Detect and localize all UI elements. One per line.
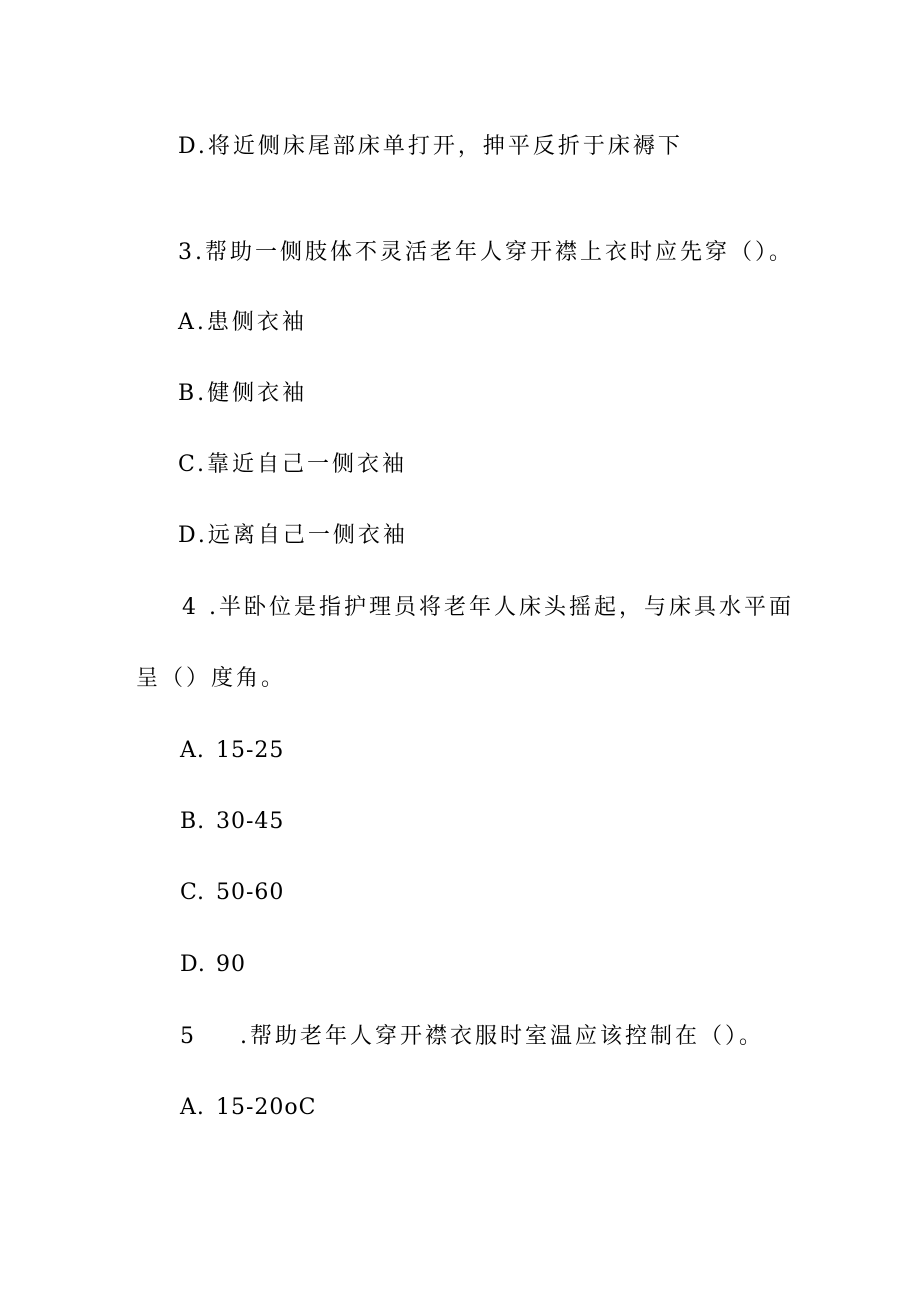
q5-option-a [180, 1093, 317, 1123]
q5-number: 5 [180, 1024, 197, 1049]
q5-question-text: .帮助老年人穿开襟衣服时室温应该控制在（）。 [240, 1024, 764, 1049]
q4-question-line2: 呈（）度角。 [136, 666, 287, 691]
q4-option-b [180, 807, 284, 837]
q4-option-d-label: D. [180, 952, 206, 977]
q2-option-d: D.将近侧床尾部床单打开，抻平反折于床褥下 [178, 134, 683, 159]
q5-question [180, 1022, 764, 1052]
q3-option-b: B.健侧衣袖 [178, 381, 308, 406]
q5-option-a-label: A. [180, 1095, 205, 1120]
q4-option-c [180, 878, 284, 908]
q4-option-d-value: 90 [216, 952, 246, 977]
q4-option-a [180, 736, 284, 766]
q4-question-line1: 4 .半卧位是指护理员将老年人床头摇起，与床具水平面 [182, 595, 794, 620]
q3-option-a: A.患侧衣袖 [178, 310, 307, 335]
q4-option-c-value: 50-60 [216, 880, 285, 905]
q4-option-b-value: 30-45 [216, 809, 285, 834]
q3-question: 3.帮助一侧肢体不灵活老年人穿开襟上衣时应先穿（）。 [178, 240, 794, 265]
q3-option-c: C.靠近自己一侧衣袖 [178, 452, 408, 477]
q4-option-a-label: A. [180, 738, 205, 763]
q4-option-b-label: B. [180, 809, 206, 834]
q5-option-a-value: 15-20oC [216, 1095, 317, 1120]
q3-option-d: D.远离自己一侧衣袖 [178, 523, 408, 548]
q4-option-a-value: 15-25 [216, 738, 285, 763]
q4-option-c-label: C. [180, 880, 206, 905]
q4-option-d [180, 950, 246, 980]
